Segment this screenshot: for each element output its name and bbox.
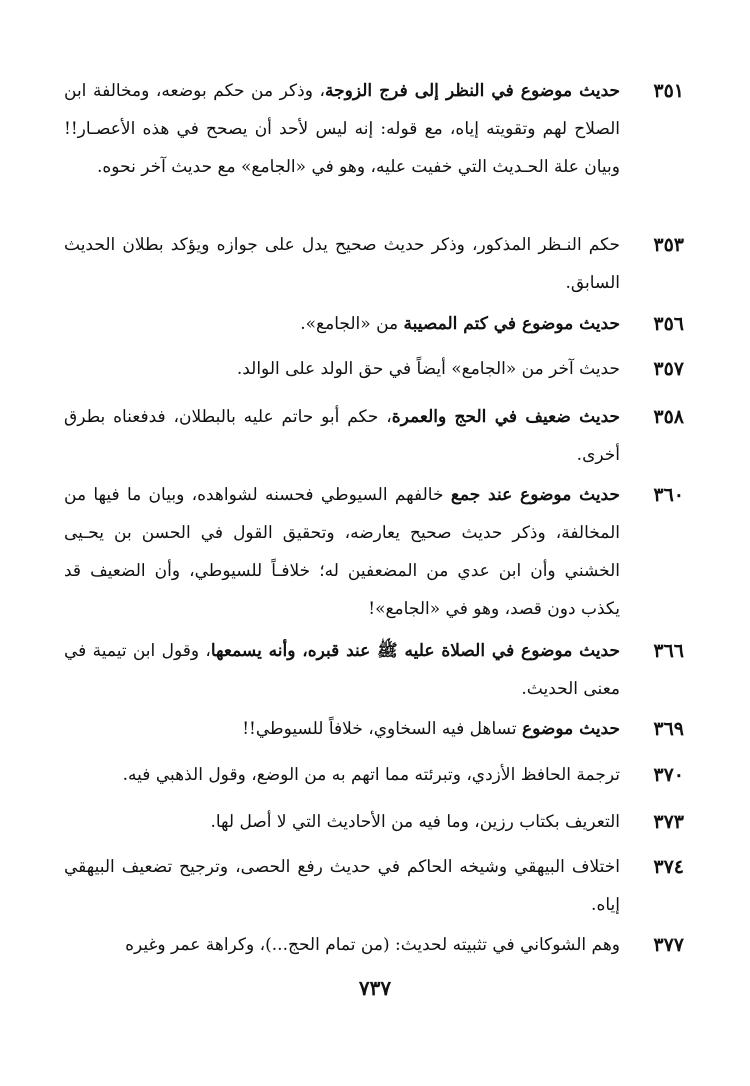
entry-number: ٣٥٨ xyxy=(653,406,684,428)
entry-bold-text: حديث ضعيف في الحج والعمرة xyxy=(391,407,620,427)
entry-bold-text: حديث موضوع في النظر إلى فرج الزوجة xyxy=(325,81,620,101)
index-entry-366 xyxy=(64,632,684,708)
page-number: ٧٣٧ xyxy=(358,976,392,1000)
entry-number: ٣٥٦ xyxy=(653,313,684,335)
index-entry-356 xyxy=(64,305,684,343)
entry-plain-text: من «الجامع». xyxy=(300,314,404,334)
entry-number: ٣٧٣ xyxy=(653,811,684,833)
entry-plain-text: ، حكم أبو حاتم عليه بالبطلان، فدفعناه بطرق أخرى. xyxy=(64,407,620,465)
index-entry-377 xyxy=(64,926,684,964)
entry-number: ٣٥٣ xyxy=(653,234,684,256)
index-entry-370 xyxy=(64,756,684,794)
entry-text xyxy=(64,72,620,186)
index-entry-357 xyxy=(64,350,684,388)
entry-plain-text: حديث آخر من «الجامع» أيضاً في حق الولد على الوالد. xyxy=(236,359,620,379)
entry-plain-text: تساهل فيه السخاوي، خلافاً للسيوطي!! xyxy=(242,719,522,739)
entry-text xyxy=(64,848,620,924)
entry-text xyxy=(64,803,620,841)
entry-text xyxy=(64,305,620,343)
entry-bold-text: حديث موضوع عند جمع xyxy=(450,485,620,505)
entry-number: ٣٦٦ xyxy=(653,640,684,662)
index-entry-373 xyxy=(64,803,684,841)
index-entry-353 xyxy=(64,226,684,302)
entry-number: ٣٦٠ xyxy=(653,484,684,506)
entry-plain-text: وهم الشوكاني في تثبيته لحديث: (من تمام الحج...)، وكراهة عمر وغيره xyxy=(125,935,620,955)
index-entry-374 xyxy=(64,848,684,924)
entry-text xyxy=(64,226,620,302)
entry-plain-text: خالفهم السيوطي فحسنه لشواهده، وبيان ما فيها من المخالفة، وذكر حديث صحيح يعارضه، وتحقيق القول في الحسن بن يحـيى الخشني وأن ابن عدي من المضعفين له؛ خلافـاً للسيوطي، وأن الضعيف قد يكذب دون قصد، وهو في «الجامع»! xyxy=(64,485,620,619)
index-entry-369 xyxy=(64,710,684,748)
entry-bold-text: حديث موضوع في كتم المصيبة xyxy=(403,314,620,334)
entry-plain-text: ، وذكر من حكم بوضعه، ومخالفة ابن الصلاح لهم وتقويته إياه، مع قوله: إنه ليس لأحد أن يصحح في هذه الأعصـار!! وبيان علة الحـديث التي خفيت عليه، وهو في «الجامع» مع حديث آخر نحوه. xyxy=(64,81,620,177)
entry-plain-text: ترجمة الحافظ الأزدي، وتبرئته مما اتهم به من الوضع، وقول الذهبي فيه. xyxy=(122,765,620,785)
entry-text xyxy=(64,398,620,474)
entry-bold-text: حديث موضوع في الصلاة عليه ﷺ عند قبره، وأنه يسمعها xyxy=(210,641,620,661)
index-entry-358 xyxy=(64,398,684,474)
entry-number: ٣٧٤ xyxy=(653,856,684,878)
entry-text xyxy=(64,350,620,388)
entry-plain-text: التعريف بكتاب رزين، وما فيه من الأحاديث التي لا أصل لها. xyxy=(210,812,620,832)
entry-number: ٣٥١ xyxy=(653,80,684,102)
entry-plain-text: اختلاف البيهقي وشيخه الحاكم في حديث رفع الحصى، وترجيح تضعيف البيهقي إياه. xyxy=(64,857,620,915)
entry-text xyxy=(64,476,620,628)
entry-bold-text: حديث موضوع xyxy=(521,719,620,739)
entry-number: ٣٥٧ xyxy=(653,358,684,380)
entry-number: ٣٧٧ xyxy=(653,934,684,956)
entry-text xyxy=(64,756,620,794)
entry-text xyxy=(64,926,620,964)
entry-plain-text: حكم النـظر المذكور، وذكر حديث صحيح يدل على جوازه ويؤكد بطلان الحديث السابق. xyxy=(64,235,620,293)
entry-number: ٣٧٠ xyxy=(653,764,684,786)
entry-plain-text: ، وقول ابن تيمية في معنى الحديث. xyxy=(64,641,620,699)
index-entry-351 xyxy=(64,72,684,186)
index-entry-360 xyxy=(64,476,684,628)
entry-text xyxy=(64,710,620,748)
entry-number: ٣٦٩ xyxy=(653,718,684,740)
entry-text xyxy=(64,632,620,708)
